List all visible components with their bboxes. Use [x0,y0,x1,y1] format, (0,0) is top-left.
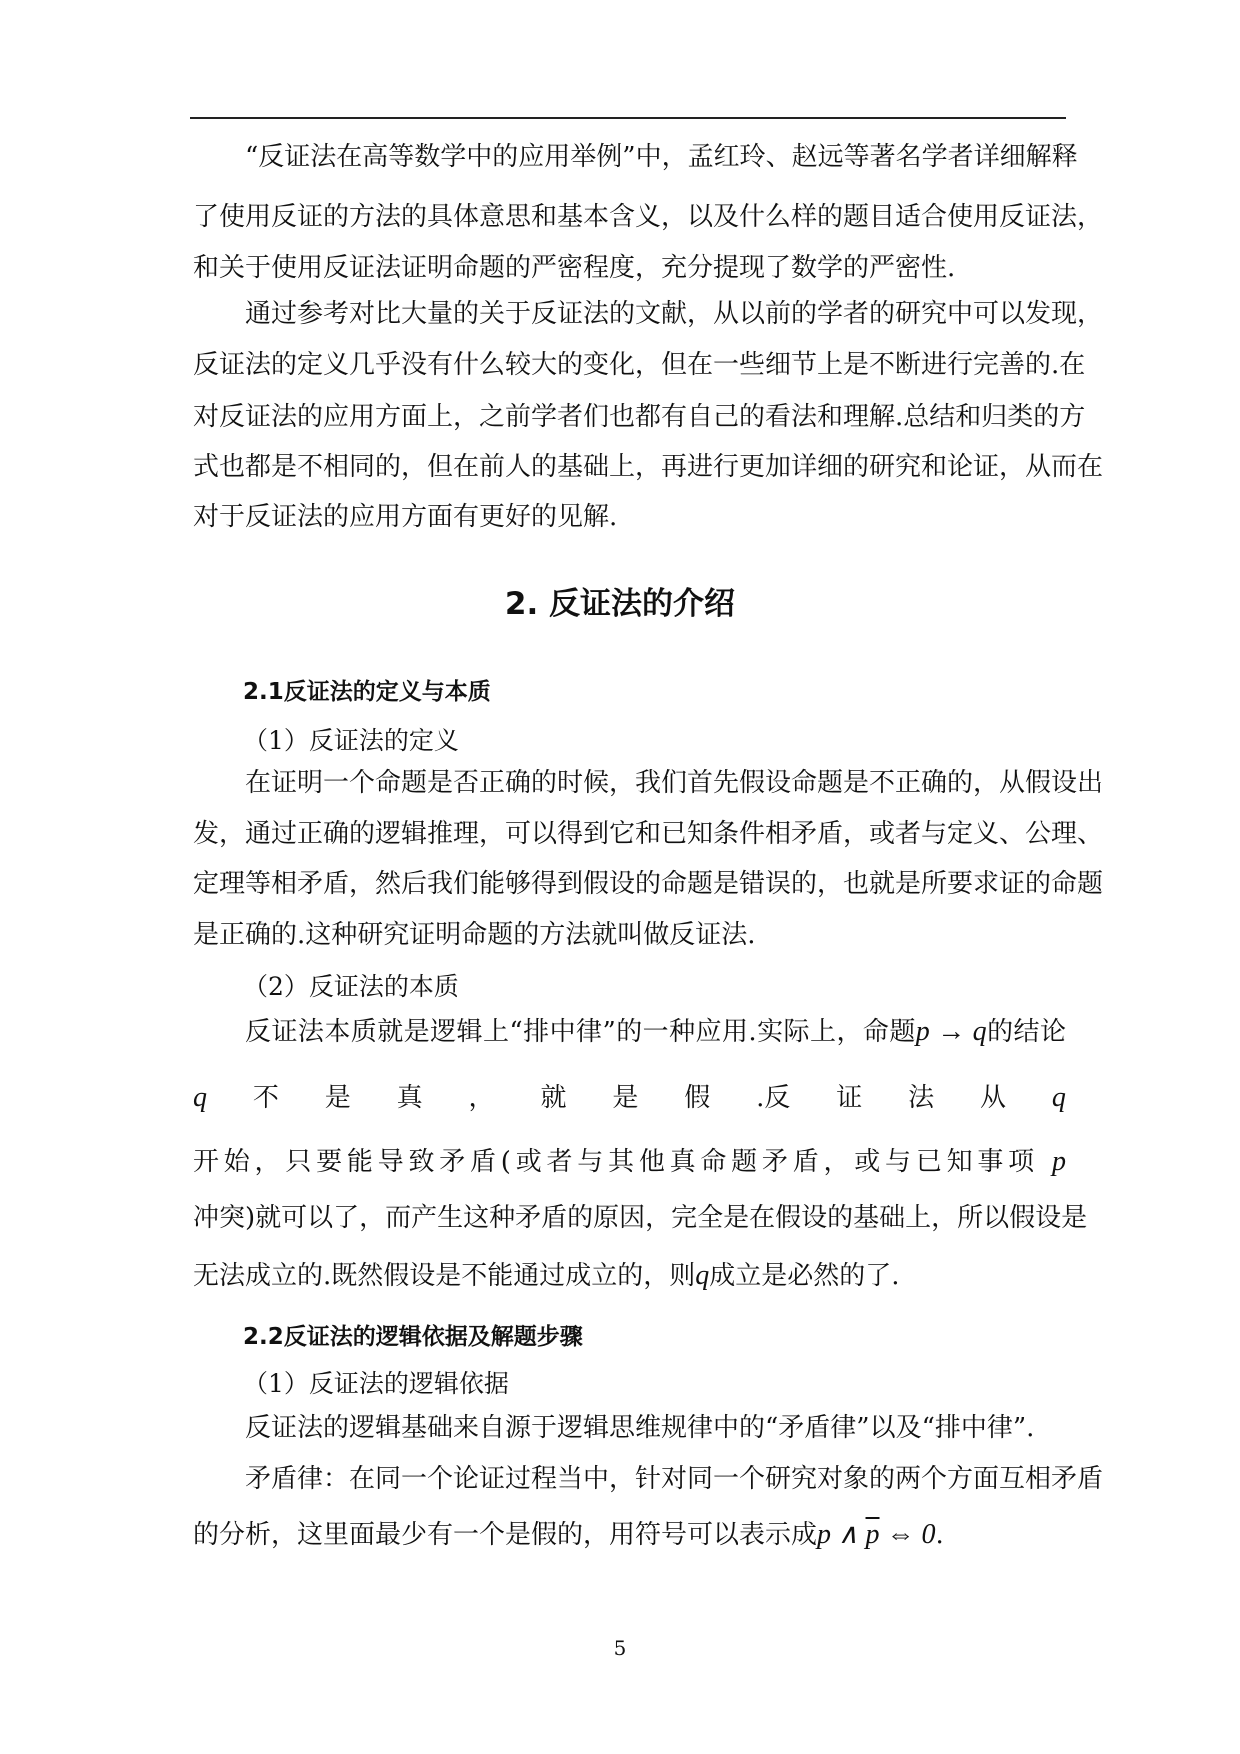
paragraph-line [193,1081,1066,1115]
paragraph-line: 反证法的定义几乎没有什么较大的变化，但在一些细节上是不断进行完善的.在 [193,350,1086,380]
math-q: q [193,1082,207,1113]
math-part: p ∧ [817,1519,866,1550]
text-token: 是 [612,1083,639,1113]
paragraph-line [245,1015,1066,1049]
math-q: q [695,1260,710,1291]
paragraph-line: 对反证法的应用方面上，之前学者们也都有自己的看法和理解.总结和归类的方 [193,402,1086,432]
text: 成立是必然的了. [709,1261,900,1291]
text: 开始，只要能导致矛盾(或者与其他真命题矛盾，或与已知事项 [193,1147,1039,1177]
text-token: .反 [756,1083,791,1113]
text-token: 是 [324,1083,351,1113]
paragraph-line: 反证法的逻辑基础来自源于逻辑思维规律中的“矛盾律”以及“排中律”. [245,1413,1035,1443]
text-token: ， [468,1083,495,1113]
math-p: p [1052,1146,1066,1177]
math-expression [817,1519,936,1550]
paragraph-line: 定理等相矛盾，然后我们能够得到假设的命题是错误的，也就是所要求证的命题 [193,869,1104,899]
text-token: 证 [836,1083,863,1113]
paragraph-line: 矛盾律：在同一个论证过程当中，针对同一个研究对象的两个方面互相矛盾 [245,1464,1104,1494]
paragraph-line: 是正确的.这种研究证明命题的方法就叫做反证法. [193,920,756,950]
chapter-title: 2. 反证法的介绍 [504,586,736,622]
text: 的结论 [986,1017,1066,1047]
math-q: q [1051,1082,1066,1113]
text: 无法成立的.既然假设是不能通过成立的，则 [193,1261,696,1291]
paragraph-line: 和关于使用反证法证明命题的严密程度，充分提现了数学的严密性. [193,253,956,283]
text: . [935,1520,944,1550]
paragraph-line [193,1259,1066,1293]
subsection-title: （1）反证法的逻辑依据 [243,1369,509,1398]
math-pbar: $\overline{p}$ [865,1519,880,1550]
text-token: 真 [396,1083,423,1113]
paragraph-line: 了使用反证的方法的具体意思和基本含义，以及什么样的题目适合使用反证法， [193,202,1104,232]
text-token: 假 [684,1083,711,1113]
header-rule [190,117,1066,119]
paragraph-line [193,1518,1066,1552]
paragraph-line: 冲突)就可以了，而产生这种矛盾的原因，完全是在假设的基础上，所以假设是 [193,1203,1088,1233]
math-implication: p → q [915,1016,987,1047]
text: 反证法本质就是逻辑上“排中律”的一种应用.实际上，命题 [245,1017,916,1047]
paragraph-line: 发，通过正确的逻辑推理，可以得到它和已知条件相矛盾，或者与定义、公理、 [193,819,1104,849]
text-token: 从 [980,1083,1007,1113]
paragraph-line: 对于反证法的应用方面有更好的见解. [193,502,618,532]
text-token: 就 [540,1083,567,1113]
subsection-title: （1）反证法的定义 [243,726,459,755]
paragraph-line: 通过参考对比大量的关于反证法的文献，从以前的学者的研究中可以发现， [245,299,1104,329]
paragraph-line: 在证明一个命题是否正确的时候，我们首先假设命题是不正确的，从假设出 [245,768,1104,798]
paragraph-line: 式也都是不相同的，但在前人的基础上，再进行更加详细的研究和论证，从而在 [193,452,1104,482]
section-title: 2.2反证法的逻辑依据及解题步骤 [243,1324,583,1350]
section-title: 2.1反证法的定义与本质 [243,679,491,705]
paragraph-line [193,1145,1066,1179]
page-number: 5 [613,1636,627,1660]
math-part: ⇔ 0 [879,1519,936,1550]
text-token: 不 [252,1083,279,1113]
paragraph-line: “反证法在高等数学中的应用举例”中，孟红玲、赵远等著名学者详细解释 [245,142,1078,172]
text-token: 法 [908,1083,935,1113]
text: 的分析，这里面最少有一个是假的，用符号可以表示成 [193,1520,818,1550]
subsection-title: （2）反证法的本质 [243,972,459,1001]
